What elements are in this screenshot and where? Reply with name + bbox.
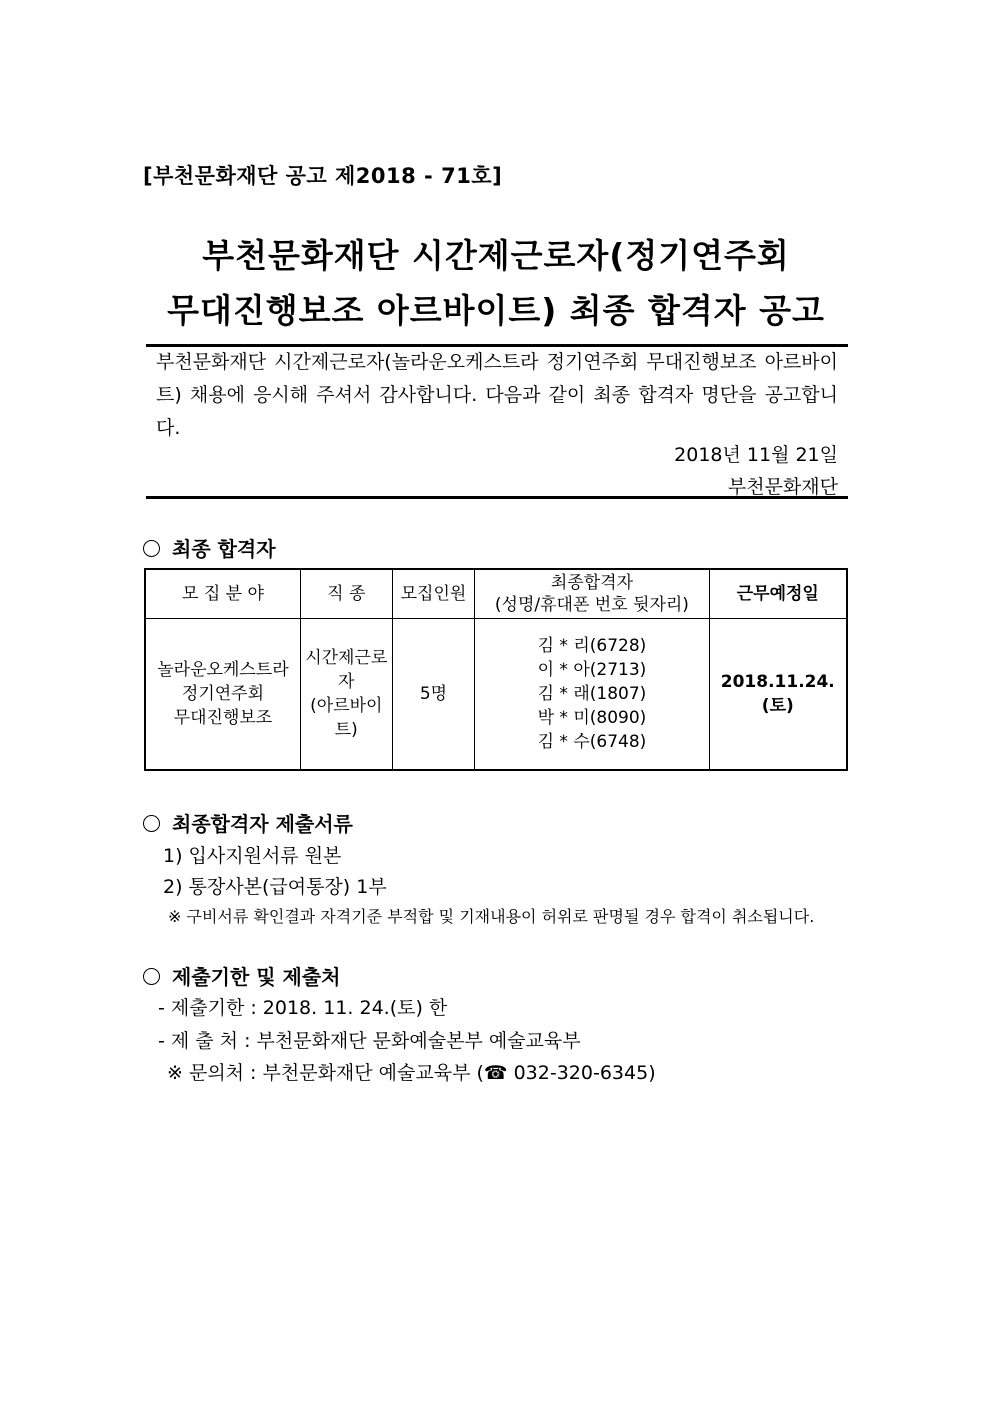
organization-name: 부천문화재단 xyxy=(727,476,838,498)
cell-field xyxy=(145,619,300,771)
field-line: 무대진행보조 xyxy=(173,708,273,728)
section-title: 최종합격자 제출서류 xyxy=(172,812,353,836)
document-item: 1) 입사지원서류 원본 xyxy=(163,845,342,867)
section-documents xyxy=(143,808,353,837)
field-line: 놀라운오케스트라 xyxy=(157,660,289,680)
cell-job xyxy=(300,619,392,771)
table-header-row xyxy=(145,569,847,619)
circle-bullet-icon xyxy=(143,540,160,557)
title-line-1: 부천문화재단 시간제근로자(정기연주회 xyxy=(202,236,790,275)
document-note: ※ 구비서류 확인결과 자격기준 부적합 및 기재내용이 허위로 판명될 경우 합격이 취소됩니다. xyxy=(168,907,815,926)
header-count: 모집인원 xyxy=(392,569,475,619)
header-job: 직 종 xyxy=(300,569,392,619)
cell-passers xyxy=(475,619,709,771)
passer-entry: 김 * 리(6728) xyxy=(537,636,647,656)
passer-entry: 박 * 미(8090) xyxy=(537,708,647,728)
cell-work-date: 2018.11.24.(토) xyxy=(709,619,847,771)
header-field: 모 집 분 야 xyxy=(145,569,300,619)
notice-date: 2018년 11월 21일 xyxy=(674,444,838,466)
field-line: 정기연주회 xyxy=(181,684,265,704)
submission-deadline: - 제출기한 : 2018. 11. 24.(토) 한 xyxy=(158,997,448,1019)
bottom-rule xyxy=(146,496,848,499)
circle-bullet-icon xyxy=(143,968,160,985)
passer-entry: 이 * 아(2713) xyxy=(537,660,647,680)
circle-bullet-icon xyxy=(143,815,160,832)
header-passers-line2: (성명/휴대폰 번호 뒷자리) xyxy=(494,595,689,615)
document-item: 2) 통장사본(급여통장) 1부 xyxy=(163,876,387,898)
section-final-passers xyxy=(143,533,276,562)
notice-number: [부천문화재단 공고 제2018 - 71호] xyxy=(143,164,503,188)
section-submission xyxy=(143,961,341,990)
passer-entry: 김 * 래(1807) xyxy=(537,684,647,704)
inquiry-contact: ※ 문의처 : 부천문화재단 예술교육부 (☎ 032-320-6345) xyxy=(167,1062,656,1084)
results-table xyxy=(144,568,848,771)
job-line: 시간제근로자 xyxy=(305,648,388,692)
table-row xyxy=(145,619,847,771)
submission-place: - 제 출 처 : 부천문화재단 문화예술본부 예술교육부 xyxy=(158,1030,581,1052)
intro-paragraph: 부천문화재단 시간제근로자(놀라운오케스트라 정기연주회 무대진행보조 아르바이트) 채용에 응시해 주셔서 감사합니다. 다음과 같이 최종 합격자 명단을 공고합니다. xyxy=(156,351,838,439)
header-work-date: 근무예정일 xyxy=(709,569,847,619)
header-passers-line1: 최종합격자 xyxy=(550,573,633,593)
header-passers xyxy=(475,569,709,619)
section-title: 제출기한 및 제출처 xyxy=(172,965,341,989)
section-title: 최종 합격자 xyxy=(172,537,276,561)
job-line: (아르바이트) xyxy=(310,696,383,740)
passer-entry: 김 * 수(6748) xyxy=(537,732,647,752)
cell-count: 5명 xyxy=(392,619,475,771)
title-line-2: 무대진행보조 아르바이트) 최종 합격자 공고 xyxy=(167,291,825,330)
